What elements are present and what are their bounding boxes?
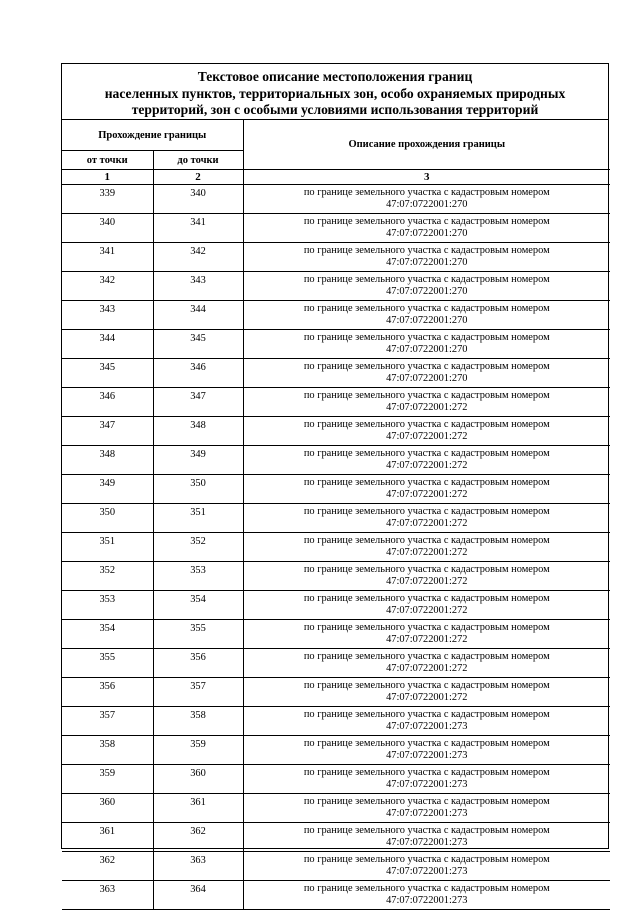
from-point-cell: 360 <box>62 794 153 823</box>
table-row <box>62 852 610 881</box>
from-point-cell: 361 <box>62 823 153 852</box>
to-point-cell: 340 <box>153 185 243 214</box>
cadastral-number: 47:07:0722001:272 <box>386 692 468 703</box>
table-row <box>62 388 610 417</box>
from-point-cell: 362 <box>62 852 153 881</box>
to-point-cell: 350 <box>153 475 243 504</box>
description-cell <box>243 562 610 591</box>
from-point-cell: 355 <box>62 649 153 678</box>
from-point-cell: 357 <box>62 707 153 736</box>
to-point-cell: 363 <box>153 852 243 881</box>
to-point-cell: 364 <box>153 881 243 910</box>
description-cell <box>243 504 610 533</box>
title-line-2: населенных пунктов, территориальных зон, особо охраняемых природных <box>104 85 566 101</box>
table-row <box>62 881 610 910</box>
description-text: по границе земельного участка с кадастровым номером <box>303 419 550 430</box>
to-point-cell: 362 <box>153 823 243 852</box>
to-point-cell: 351 <box>153 504 243 533</box>
description-cell <box>243 417 610 446</box>
description-cell <box>243 852 610 881</box>
cadastral-number: 47:07:0722001:273 <box>386 837 468 848</box>
description-text: по границе земельного участка с кадастровым номером <box>303 883 550 894</box>
description-cell <box>243 330 610 359</box>
from-point-cell: 358 <box>62 736 153 765</box>
description-cell <box>243 591 610 620</box>
description-cell <box>243 707 610 736</box>
table-body <box>62 185 610 910</box>
cadastral-number: 47:07:0722001:273 <box>386 750 468 761</box>
to-point-cell: 344 <box>153 301 243 330</box>
to-point-cell: 355 <box>153 620 243 649</box>
description-text: по границе земельного участка с кадастровым номером <box>303 390 550 401</box>
table-row <box>62 620 610 649</box>
description-cell <box>243 823 610 852</box>
description-text: по границе земельного участка с кадастровым номером <box>303 593 550 604</box>
cadastral-number: 47:07:0722001:273 <box>386 779 468 790</box>
from-point-cell: 359 <box>62 765 153 794</box>
description-cell <box>243 359 610 388</box>
description-cell <box>243 736 610 765</box>
from-point-cell: 341 <box>62 243 153 272</box>
document-frame <box>61 63 609 906</box>
description-cell <box>243 214 610 243</box>
header-to-point: до точки <box>153 151 243 170</box>
to-point-cell: 354 <box>153 591 243 620</box>
description-text: по границе земельного участка с кадастровым номером <box>303 274 550 285</box>
table-row <box>62 533 610 562</box>
description-text: по границе земельного участка с кадастровым номером <box>303 825 550 836</box>
table-row <box>62 185 610 214</box>
description-cell <box>243 533 610 562</box>
description-text: по границе земельного участка с кадастровым номером <box>303 303 550 314</box>
from-point-cell: 350 <box>62 504 153 533</box>
cadastral-number: 47:07:0722001:270 <box>386 344 468 355</box>
cadastral-number: 47:07:0722001:272 <box>386 518 468 529</box>
to-point-cell: 342 <box>153 243 243 272</box>
description-text: по границе земельного участка с кадастровым номером <box>303 796 550 807</box>
description-text: по границе земельного участка с кадастровым номером <box>303 216 550 227</box>
table-row <box>62 765 610 794</box>
to-point-cell: 358 <box>153 707 243 736</box>
table-row <box>62 504 610 533</box>
table-row <box>62 330 610 359</box>
from-point-cell: 343 <box>62 301 153 330</box>
cadastral-number: 47:07:0722001:272 <box>386 663 468 674</box>
table-row <box>62 272 610 301</box>
from-point-cell: 354 <box>62 620 153 649</box>
description-cell <box>243 794 610 823</box>
title-line-1: Текстовое описание местоположения границ <box>197 69 473 84</box>
description-cell <box>243 301 610 330</box>
to-point-cell: 349 <box>153 446 243 475</box>
table-row <box>62 707 610 736</box>
cadastral-number: 47:07:0722001:270 <box>386 228 468 239</box>
to-point-cell: 353 <box>153 562 243 591</box>
table-row <box>62 301 610 330</box>
cadastral-number: 47:07:0722001:272 <box>386 634 468 645</box>
description-cell <box>243 388 610 417</box>
description-text: по границе земельного участка с кадастровым номером <box>303 651 550 662</box>
description-cell <box>243 185 610 214</box>
title-line-3: территорий, зон с особыми условиями использования территорий <box>131 102 539 117</box>
boundary-table <box>62 120 610 910</box>
header-description: Описание прохождения границы <box>243 120 610 170</box>
from-point-cell: 347 <box>62 417 153 446</box>
from-point-cell: 349 <box>62 475 153 504</box>
cadastral-number: 47:07:0722001:272 <box>386 547 468 558</box>
description-cell <box>243 649 610 678</box>
header-col-2: 2 <box>153 170 243 185</box>
cadastral-number: 47:07:0722001:273 <box>386 808 468 819</box>
cadastral-number: 47:07:0722001:270 <box>386 315 468 326</box>
from-point-cell: 346 <box>62 388 153 417</box>
description-text: по границе земельного участка с кадастровым номером <box>303 477 550 488</box>
description-text: по границе земельного участка с кадастровым номером <box>303 738 550 749</box>
header-passage: Прохождение границы <box>62 120 243 151</box>
from-point-cell: 356 <box>62 678 153 707</box>
description-text: по границе земельного участка с кадастровым номером <box>303 622 550 633</box>
description-cell <box>243 446 610 475</box>
cadastral-number: 47:07:0722001:270 <box>386 199 468 210</box>
description-text: по границе земельного участка с кадастровым номером <box>303 245 550 256</box>
from-point-cell: 351 <box>62 533 153 562</box>
description-text: по границе земельного участка с кадастровым номером <box>303 448 550 459</box>
description-cell <box>243 765 610 794</box>
description-text: по границе земельного участка с кадастровым номером <box>303 332 550 343</box>
from-point-cell: 352 <box>62 562 153 591</box>
table-row <box>62 359 610 388</box>
from-point-cell: 339 <box>62 185 153 214</box>
cadastral-number: 47:07:0722001:273 <box>386 866 468 877</box>
table-row <box>62 446 610 475</box>
cadastral-number: 47:07:0722001:270 <box>386 373 468 384</box>
header-col-3: 3 <box>243 170 610 185</box>
cadastral-number: 47:07:0722001:273 <box>386 895 468 906</box>
table-row <box>62 794 610 823</box>
description-text: по границе земельного участка с кадастровым номером <box>303 506 550 517</box>
description-cell <box>243 678 610 707</box>
header-col-1: 1 <box>62 170 153 185</box>
from-point-cell: 342 <box>62 272 153 301</box>
cadastral-number: 47:07:0722001:272 <box>386 402 468 413</box>
description-text: по границе земельного участка с кадастровым номером <box>303 767 550 778</box>
document-title <box>62 64 608 120</box>
to-point-cell: 356 <box>153 649 243 678</box>
cadastral-number: 47:07:0722001:273 <box>386 721 468 732</box>
from-point-cell: 363 <box>62 881 153 910</box>
description-text: по границе земельного участка с кадастровым номером <box>303 709 550 720</box>
description-cell <box>243 620 610 649</box>
table-row <box>62 823 610 852</box>
table-row <box>62 591 610 620</box>
cadastral-number: 47:07:0722001:272 <box>386 460 468 471</box>
to-point-cell: 345 <box>153 330 243 359</box>
from-point-cell: 353 <box>62 591 153 620</box>
table-row <box>62 678 610 707</box>
to-point-cell: 347 <box>153 388 243 417</box>
table-row <box>62 243 610 272</box>
from-point-cell: 348 <box>62 446 153 475</box>
to-point-cell: 341 <box>153 214 243 243</box>
description-text: по границе земельного участка с кадастровым номером <box>303 187 550 198</box>
header-from-point: от точки <box>62 151 153 170</box>
from-point-cell: 344 <box>62 330 153 359</box>
table-row <box>62 736 610 765</box>
cadastral-number: 47:07:0722001:272 <box>386 576 468 587</box>
description-cell <box>243 881 610 910</box>
to-point-cell: 348 <box>153 417 243 446</box>
description-text: по границе земельного участка с кадастровым номером <box>303 535 550 546</box>
table-row <box>62 214 610 243</box>
description-cell <box>243 272 610 301</box>
to-point-cell: 346 <box>153 359 243 388</box>
to-point-cell: 343 <box>153 272 243 301</box>
cadastral-number: 47:07:0722001:272 <box>386 431 468 442</box>
from-point-cell: 345 <box>62 359 153 388</box>
to-point-cell: 360 <box>153 765 243 794</box>
cadastral-number: 47:07:0722001:272 <box>386 605 468 616</box>
table-row <box>62 649 610 678</box>
to-point-cell: 359 <box>153 736 243 765</box>
table-row <box>62 562 610 591</box>
to-point-cell: 361 <box>153 794 243 823</box>
cadastral-number: 47:07:0722001:270 <box>386 286 468 297</box>
description-text: по границе земельного участка с кадастровым номером <box>303 680 550 691</box>
description-text: по границе земельного участка с кадастровым номером <box>303 854 550 865</box>
table-row <box>62 475 610 504</box>
description-cell <box>243 243 610 272</box>
cadastral-number: 47:07:0722001:270 <box>386 257 468 268</box>
to-point-cell: 352 <box>153 533 243 562</box>
from-point-cell: 340 <box>62 214 153 243</box>
description-cell <box>243 475 610 504</box>
description-text: по границе земельного участка с кадастровым номером <box>303 564 550 575</box>
table-row <box>62 417 610 446</box>
description-text: по границе земельного участка с кадастровым номером <box>303 361 550 372</box>
to-point-cell: 357 <box>153 678 243 707</box>
cadastral-number: 47:07:0722001:272 <box>386 489 468 500</box>
